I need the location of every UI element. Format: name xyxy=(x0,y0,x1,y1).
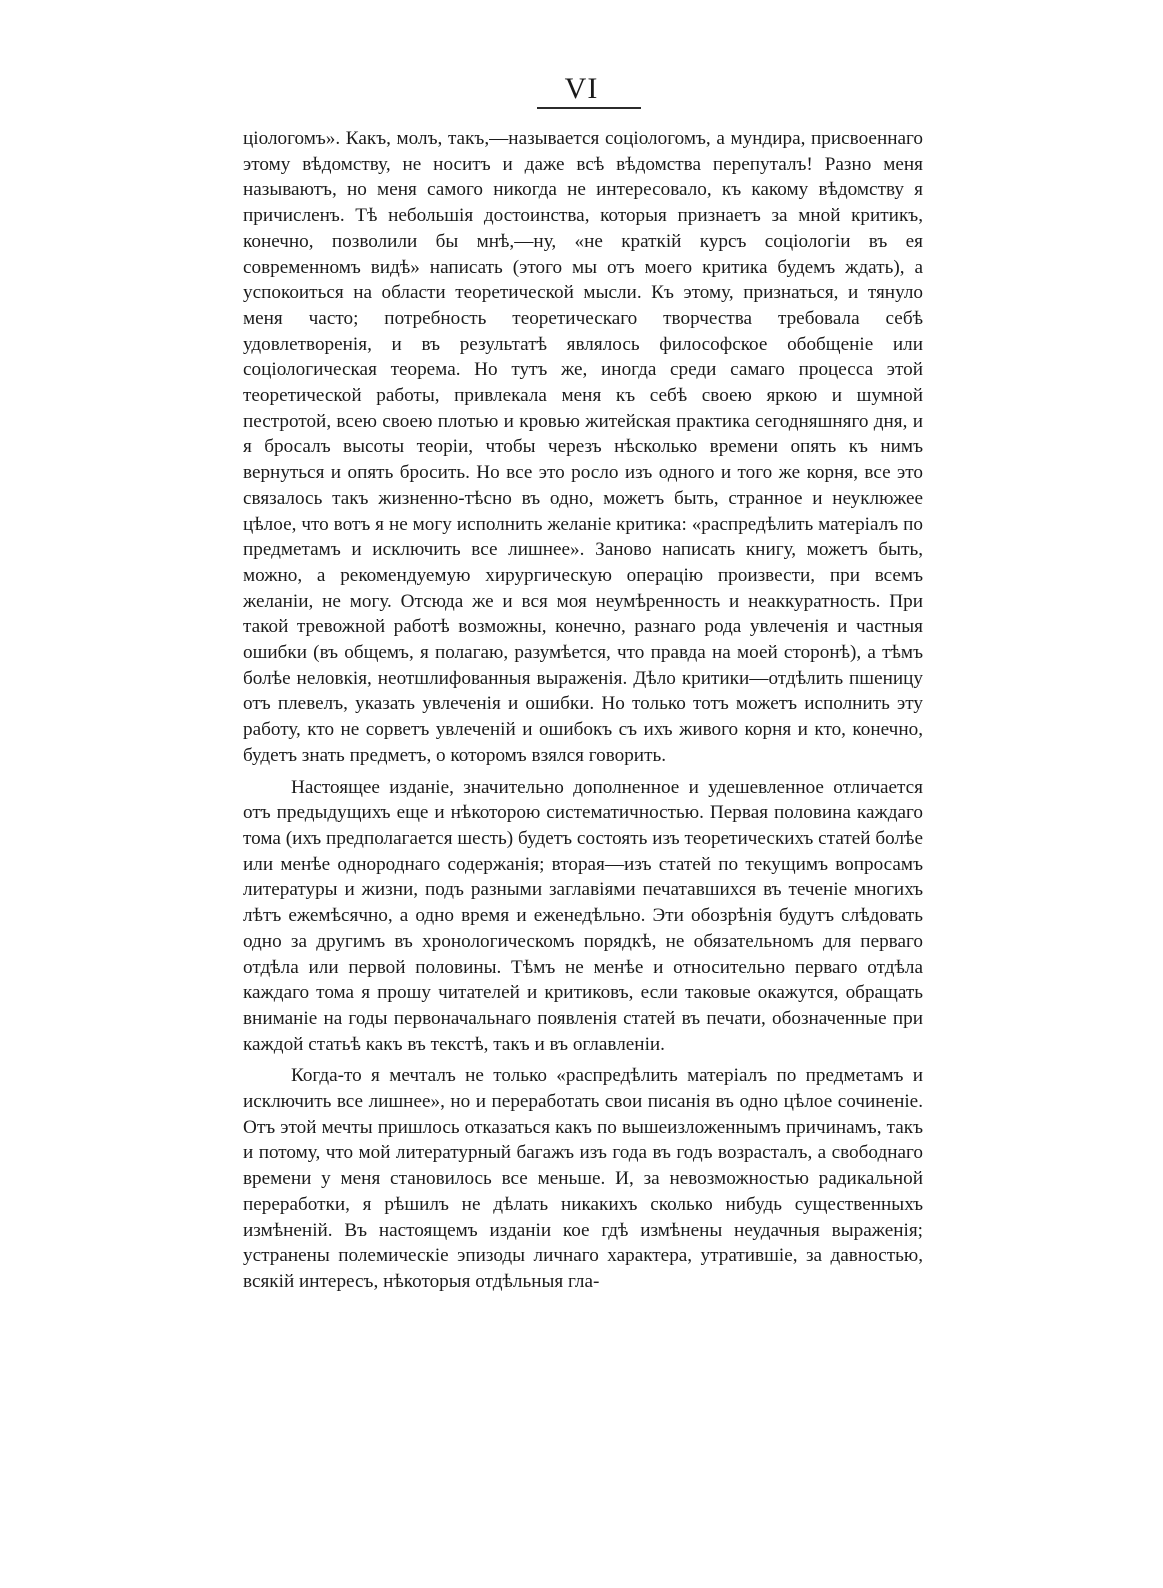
paragraph-2: Настоящее изданіе, значительно дополненное и удешевленное отличается отъ предыдущихъ еще и нѣкоторою систематичностью. Первая половина каждаго тома (ихъ предполагается шесть) будетъ состоять изъ теоретическихъ статей болѣе или менѣе однороднаго содержанія; вторая—изъ статей по текущимъ вопросамъ литературы и жизни, подъ разными заглавіями печатавшихся въ теченіе многихъ лѣтъ ежемѣсячно, а одно время и еженедѣльно. Эти обозрѣнія будутъ слѣдовать одно за другимъ въ хронологическомъ порядкѣ, не обязательномъ для перваго отдѣла или первой половины. Тѣмъ не менѣе и относительно перваго отдѣла каждаго тома я прошу читателей и критиковъ, если таковые окажутся, обращать вниманіе на годы первоначальнаго появленія статей въ печати, обозначенные при каждой статьѣ какъ въ текстѣ, такъ и въ оглавленіи. xyxy=(243,776,923,1055)
body-text xyxy=(243,126,923,1295)
header-rule xyxy=(537,107,641,109)
page-header xyxy=(0,72,1163,106)
paragraph-3: Когда-то я мечталъ не только «распредѣлить матеріалъ по предметамъ и исключить все лишнее», но и переработать свои писанія въ одно цѣлое сочиненіе. Отъ этой мечты пришлось отказаться какъ по вышеизложеннымъ причинамъ, такъ и потому, что мой литературный багажъ изъ года въ годъ возрасталъ, а свободнаго времени у меня становилось все меньше. И, за невозможностью радикальной переработки, я рѣшилъ не дѣлать никакихъ сколько нибудь существенныхъ измѣненій. Въ настоящемъ изданіи кое гдѣ измѣнены неудачныя выраженія; устранены полемическіе эпизоды личнаго характера, утратившіе, за давностью, всякій интересъ, нѣкоторыя отдѣльныя гла- xyxy=(243,1065,923,1292)
page-number: VI xyxy=(564,72,599,105)
paragraph-1: ціологомъ». Какъ, молъ, такъ,—называется соціологомъ, а мундира, присвоеннаго этому вѣдомству, не носитъ и даже всѣ вѣдомства перепуталъ! Разно меня называютъ, но меня самого никогда не интересовало, къ какому вѣдомству я причисленъ. Тѣ небольшія достоинства, которыя признаетъ за мной критикъ, конечно, позволили бы мнѣ,—ну, «не краткій курсъ соціологіи въ ея современномъ видѣ» написать (этого мы отъ моего критика будемъ ждать), а успокоиться на области теоретической мысли. Къ этому, признаться, и тянуло меня часто; потребность теоретическаго творчества требовала себѣ удовлетворенія, и въ результатѣ являлось философское обобщеніе или соціологическая теорема. Но тутъ же, иногда среди самаго процесса этой теоретической работы, привлекала меня къ себѣ своею яркою и шумной пестротой, всею своею плотью и кровью житейская практика сегодняшняго дня, и я бросалъ высоты теоріи, чтобы черезъ нѣсколько времени опять къ нимъ вернуться и опять бросить. Но все это росло изъ одного и того же корня, все это связалось такъ жизненно-тѣсно въ одно, можетъ быть, странное и неуклюжее цѣлое, что вотъ я не могу исполнить желаніе критика: «распредѣлить матеріалъ по предметамъ и исключить все лишнее». Заново написать книгу, можетъ быть, можно, а рекомендуемую хирургическую операцію произвести, при всемъ желаніи, не могу. Отсюда же и вся моя неумѣренность и неаккуратность. При такой тревожной работѣ возможны, конечно, разнаго рода увлеченія и частныя ошибки (въ общемъ, я полагаю, разумѣется, что правда на моей сторонѣ), а тѣмъ болѣе неловкія, неотшлифованныя выраженія. Дѣло критики—отдѣлить пшеницу отъ плевелъ, указать увлеченія и ошибки. Но только тотъ можетъ исполнить эту работу, кто не сорветъ увлеченій и ошибокъ съ ихъ живого корня и кто, конечно, будетъ знать предметъ, о которомъ взялся говорить. xyxy=(243,128,923,766)
